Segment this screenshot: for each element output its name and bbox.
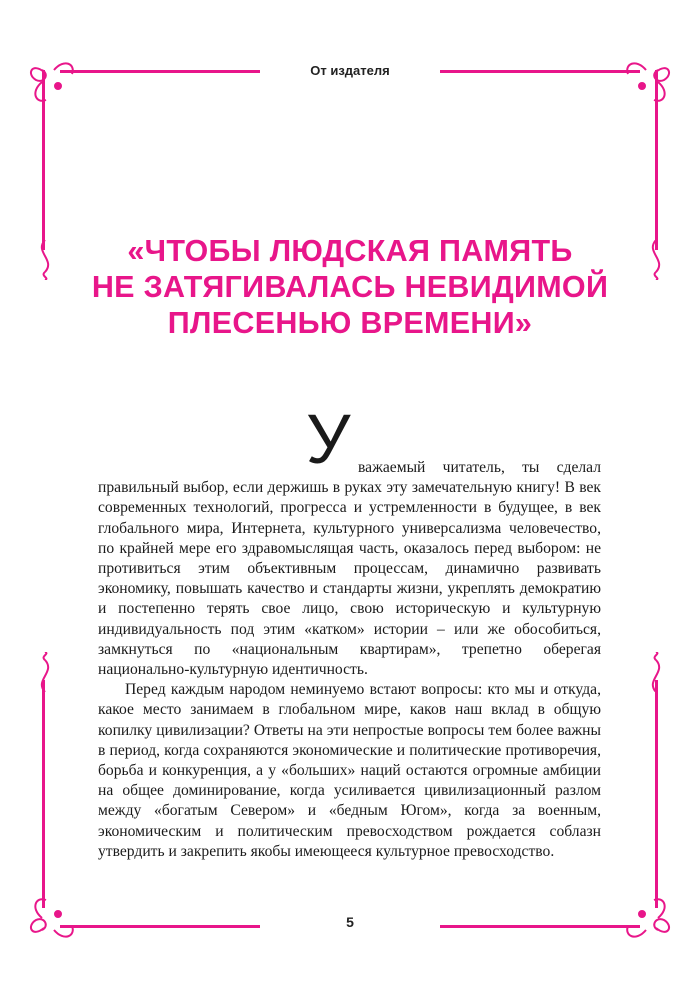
side-flourish-left-bottom-icon <box>30 652 60 692</box>
page-number: 5 <box>346 914 354 930</box>
side-flourish-right-top-icon <box>641 240 671 280</box>
frame-right-bottom-line <box>655 680 658 908</box>
first-line: важаемый читатель, ты сделал <box>358 459 601 476</box>
chapter-title <box>70 233 630 341</box>
side-flourish-left-top-icon <box>30 240 60 280</box>
title-line: НЕ ЗАТЯГИВАЛАСЬ НЕВИДИМОЙ <box>91 270 609 304</box>
paragraph-1 <box>98 458 601 680</box>
frame-left-bottom-line <box>42 680 45 908</box>
corner-ornament-top-left-icon <box>24 52 84 112</box>
corner-ornament-top-right-icon <box>616 52 676 112</box>
paragraph-1-text: правильный выбор, если держишь в руках эту замечательную книгу! В век современных технологий, прогресса и устремленности в будущее, в век глобального мира, Интернета, культурного универсализма человечество, по крайней мере его здравомыслящая часть, оказалось перед выбором: не противиться этим объективным процессам, динамично развивать экономику, повышать качество и стандарты жизни, укреплять демократию и постепенно терять свое лицо, свою историческую и культурную индивидуальность под этим «катком» истории – или же обособиться, замкнуться по «национальным квартирам», трепетно оберегая национально-культурную идентичность. <box>98 479 601 679</box>
title-line: ПЛЕСЕНЬЮ ВРЕМЕНИ» <box>167 306 533 340</box>
title-line: «ЧТОБЫ ЛЮДСКАЯ ПАМЯТЬ <box>127 234 573 268</box>
article-body <box>98 458 601 862</box>
section-header: От издателя <box>310 63 390 78</box>
paragraph-2: Перед каждым народом неминуемо встают вопросы: кто мы и откуда, какое место занимаем в глобальном мире, каков наш вклад в общую копилку цивилизации? Ответы на эти непростые вопросы тем более важны в период, когда сохраняются экономические и политические противоречия, борьба и конкуренция, а у «больших» наций остаются огромные амбиции на общее доминирование, когда усиливается цивилизационный разлом между «богатым Севером» и «бедным Югом», когда за военным, экономическим и политическим превосходством рождается соблазн утвердить и закрепить якобы имеющееся культурное превосходство. <box>98 681 601 860</box>
drop-cap: У <box>306 400 351 478</box>
side-flourish-right-bottom-icon <box>641 652 671 692</box>
